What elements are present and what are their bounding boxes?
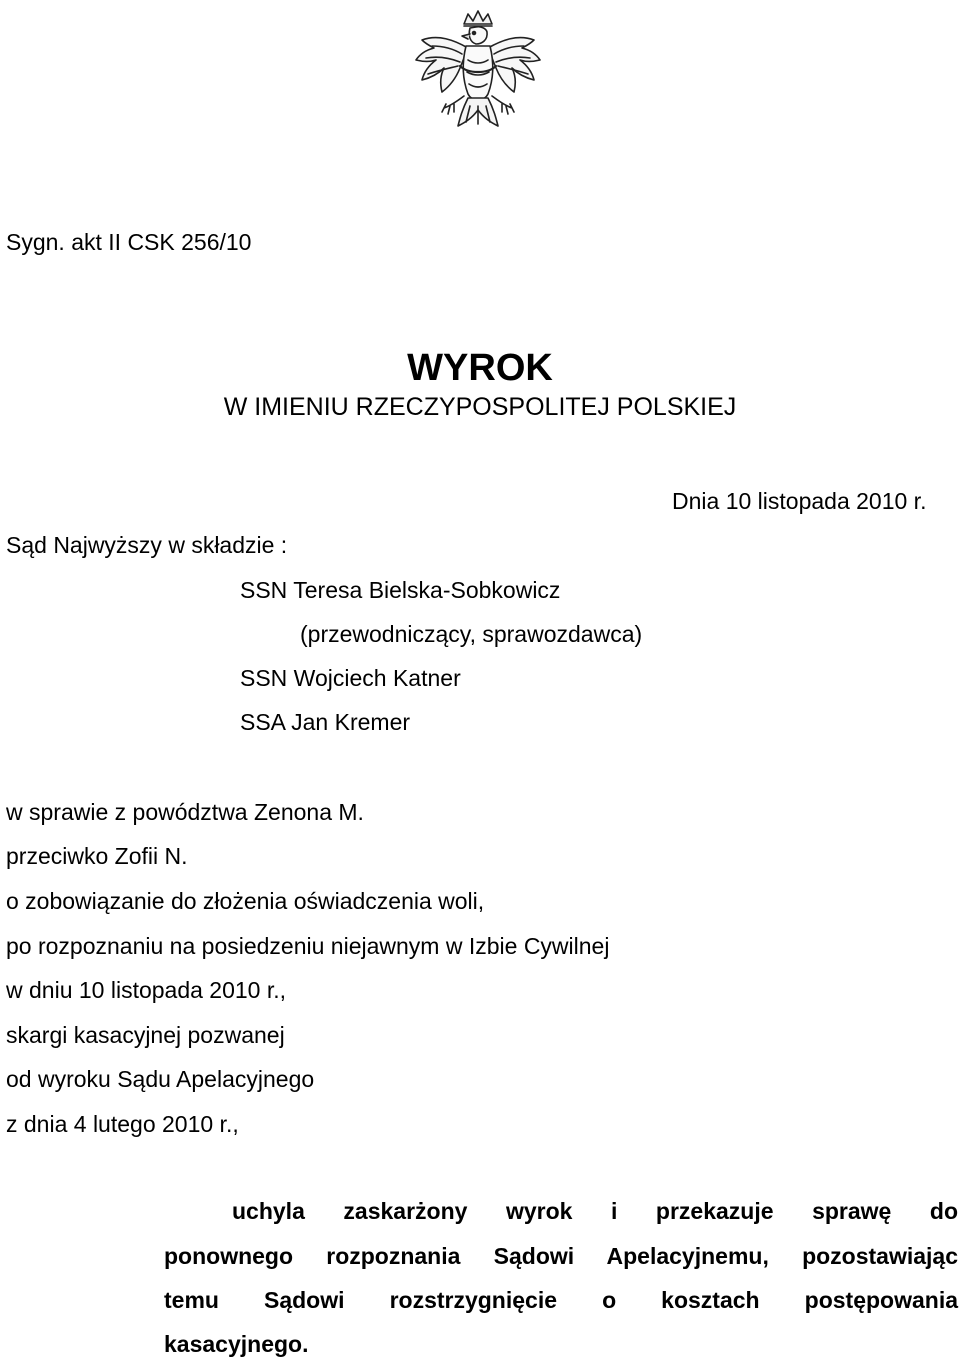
document-subtitle: W IMIENIU RZECZYPOSPOLITEJ POLSKIEJ <box>223 393 737 421</box>
judge-3: SSA Jan Kremer <box>240 709 411 735</box>
case-line-subject: o zobowiązanie do złożenia oświadczenia woli, <box>6 888 485 914</box>
judge-1-role: (przewodniczący, sprawozdawca) <box>300 621 643 647</box>
case-line-lower-date: z dnia 4 lutego 2010 r., <box>6 1111 239 1137</box>
case-signature: Sygn. akt II CSK 256/10 <box>6 229 252 255</box>
verdict-line-3: temu Sądowi rozstrzygnięcie o kosztach postępowania <box>164 1287 958 1313</box>
case-line-session-date: w dniu 10 listopada 2010 r., <box>6 977 287 1003</box>
verdict-line-4: kasacyjnego. <box>164 1331 309 1357</box>
judgment-date: Dnia 10 listopada 2010 r. <box>672 488 927 514</box>
case-line-proceeding: po rozpoznaniu na posiedzeniu niejawnym w Izbie Cywilnej <box>6 933 610 959</box>
case-line-appeal: skargi kasacyjnej pozwanej <box>6 1022 285 1048</box>
judge-1: SSN Teresa Bielska-Sobkowicz <box>240 577 561 603</box>
verdict-line-2: ponownego rozpoznania Sądowi Apelacyjnemu, pozostawiając <box>164 1243 958 1269</box>
case-line-plaintiff: w sprawie z powództwa Zenona M. <box>6 799 364 825</box>
case-line-lower-court: od wyroku Sądu Apelacyjnego <box>6 1066 315 1092</box>
case-line-defendant: przeciwko Zofii N. <box>6 843 188 869</box>
document-title: WYROK <box>407 347 553 389</box>
court-composition-intro: Sąd Najwyższy w składzie : <box>6 532 288 558</box>
eagle-emblem <box>398 6 558 166</box>
verdict-line-1: uchyla zaskarżony wyrok i przekazuje sprawę do <box>232 1198 958 1224</box>
judge-2: SSN Wojciech Katner <box>240 665 461 691</box>
